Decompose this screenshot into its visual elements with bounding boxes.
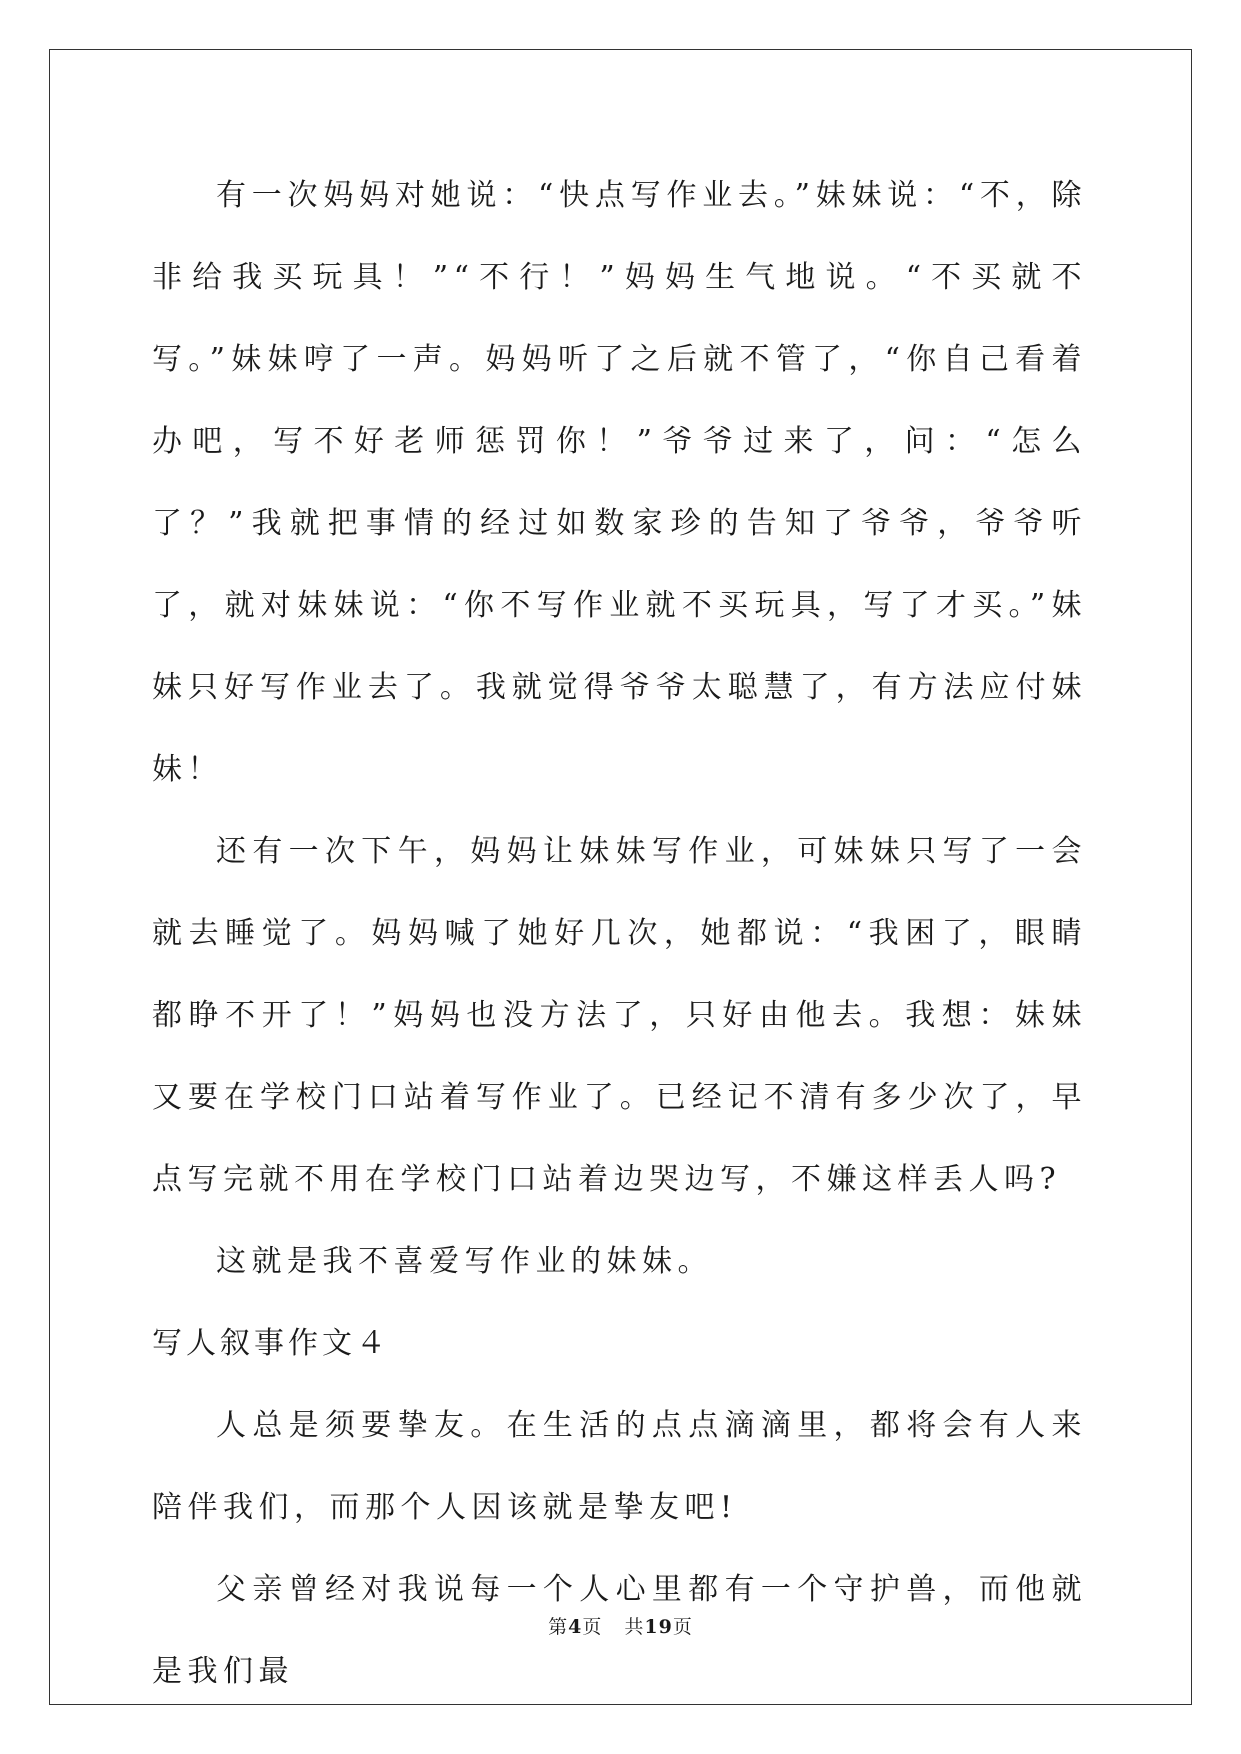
paragraph-4: 人总是须要挚友。在生活的点点滴滴里，都将会有人来陪伴我们，而那个人因该就是挚友吧!	[152, 1408, 1087, 1525]
paragraph-3: 这就是我不喜爱写作业的妹妹。	[216, 1244, 713, 1279]
paragraph-5: 父亲曾经对我说每一个人心里都有一个守护兽，而他就是我们最	[152, 1572, 1087, 1689]
page-total: 19	[644, 1616, 673, 1638]
page-current: 4	[568, 1616, 583, 1638]
page-unit: 页	[582, 1616, 603, 1638]
paragraph-1: 有一次妈妈对她说：“快点写作业去。”妹妹说：“不，除非给我买玩具！”“不行！”妈妈生气地说。“不买就不写。”妹妹哼了一声。妈妈听了之后就不管了，“你自己看着办吧，写不好老师惩罚你！”爷爷过来了，问：“怎么了？”我就把事情的经过如数家珍的告知了爷爷，爷爷听了，就对妹妹说：“你不写作业就不买玩具，写了才买。”妹妹只好写作业去了。我就觉得爷爷太聪慧了，有方法应付妹妹！	[152, 178, 1087, 787]
paragraph-2: 还有一次下午，妈妈让妹妹写作业，可妹妹只写了一会就去睡觉了。妈妈喊了她好几次，她都说：“我困了，眼睛都睁不开了！”妈妈也没方法了，只好由他去。我想：妹妹又要在学校门口站着写作业了。已经记不清有多少次了，早点写完就不用在学校门口站着边哭边写，不嫌这样丢人吗?	[152, 834, 1087, 1197]
total-prefix: 共	[624, 1616, 645, 1638]
page-prefix: 第	[548, 1616, 569, 1638]
total-unit: 页	[672, 1616, 693, 1638]
section-heading: 写人叙事作文４	[152, 1326, 390, 1361]
document-body	[152, 155, 1087, 1713]
page-footer	[0, 1612, 1241, 1639]
